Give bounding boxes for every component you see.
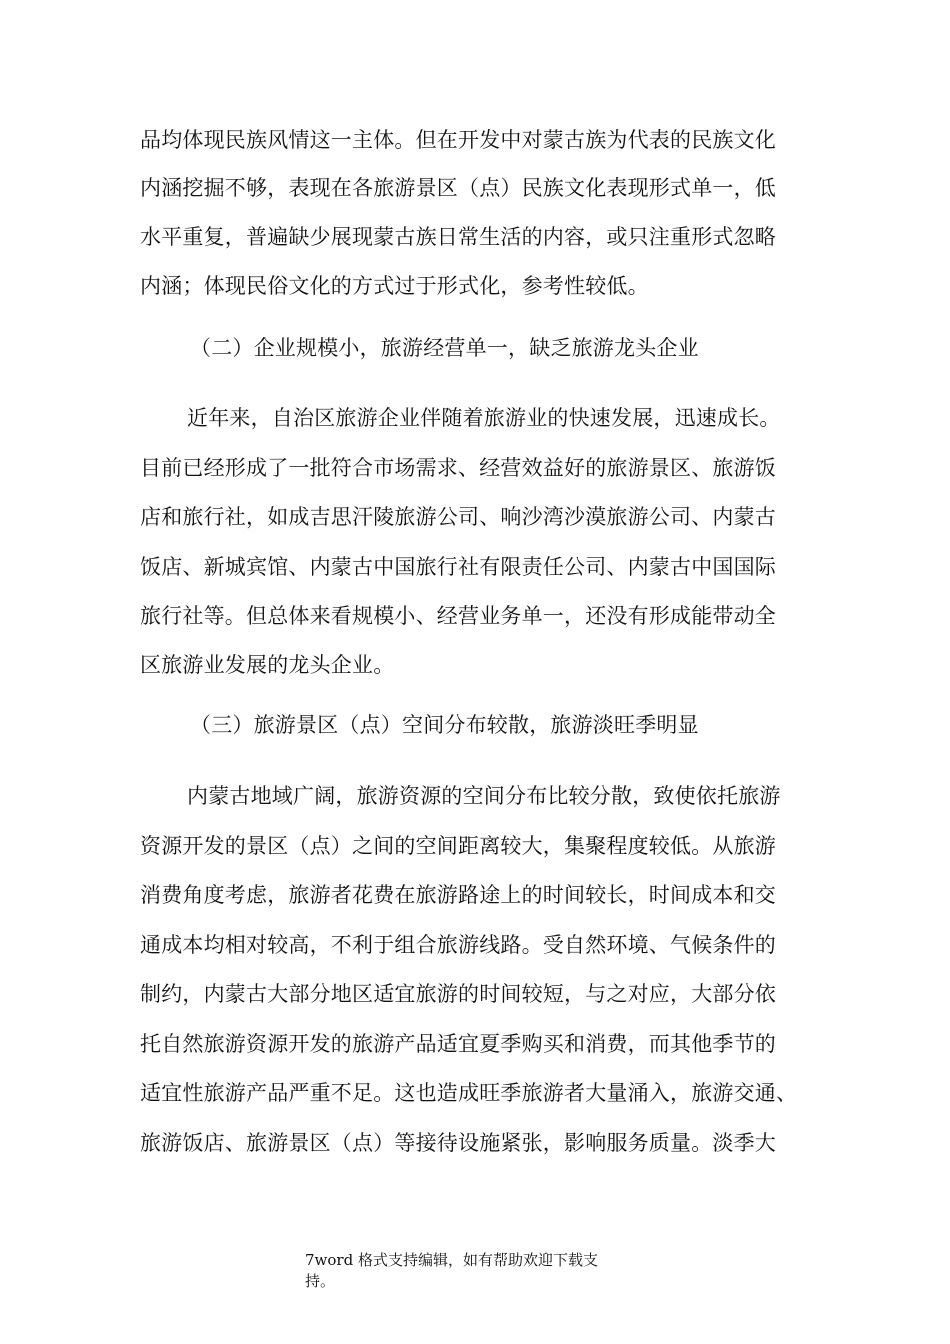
para2-line5: 旅行社等。但总体来看规模小、经营业务单一，还没有形成能带动全: [140, 604, 776, 628]
footer-line1: 7word 格式支持编辑，如有帮助欢迎下载支: [305, 1251, 598, 1269]
section-heading-3: （三）旅游景区（点）空间分布较散，旅游淡旺季明显: [190, 713, 699, 737]
para2-line3: 店和旅行社，如成吉思汗陵旅游公司、响沙湾沙漠旅游公司、内蒙古: [140, 505, 776, 529]
para3-line3: 消费角度考虑，旅游者花费在旅游路途上的时间较长，时间成本和交: [140, 883, 776, 907]
para3-line8: 旅游饭店、旅游景区（点）等接待设施紧张，影响服务质量。淡季大: [140, 1131, 776, 1155]
para1-line2: 内涵挖掘不够，表现在各旅游景区（点）民族文化表现形式单一，低: [140, 176, 776, 200]
para2-line2: 目前已经形成了一批符合市场需求、经营效益好的旅游景区、旅游饭: [140, 456, 776, 480]
para3-line6: 托自然旅游资源开发的旅游产品适宜夏季购买和消费，而其他季节的: [140, 1032, 776, 1056]
para1-line4: 内涵；体现民俗文化的方式过于形式化，参考性较低。: [140, 274, 649, 298]
para2-line1: 近年来，自治区旅游企业伴随着旅游业的快速发展，迅速成长。: [187, 406, 781, 430]
para3-line5: 制约，内蒙古大部分地区适宜旅游的时间较短，与之对应，大部分依: [140, 982, 776, 1006]
para3-line1: 内蒙古地域广阔，旅游资源的空间分布比较分散，致使依托旅游: [187, 784, 781, 808]
footer-line2: 持。: [305, 1272, 336, 1290]
para1-line1: 品均体现民族风情这一主体。但在开发中对蒙古族为代表的民族文化: [140, 128, 776, 152]
para2-line4: 饭店、新城宾馆、内蒙古中国旅行社有限责任公司、内蒙古中国国际: [140, 555, 776, 579]
para3-line4: 通成本均相对较高，不利于组合旅游线路。受自然环境、气候条件的: [140, 933, 776, 957]
para1-line3: 水平重复，普遍缺少展现蒙古族日常生活的内容，或只注重形式忽略: [140, 225, 776, 249]
para2-line6: 区旅游业发展的龙头企业。: [140, 653, 395, 677]
para3-line2: 资源开发的景区（点）之间的空间距离较大，集聚程度较低。从旅游: [140, 834, 776, 858]
page-footer: [305, 1250, 645, 1292]
para3-line7: 适宜性旅游产品严重不足。这也造成旺季旅游者大量涌入，旅游交通、: [140, 1081, 798, 1105]
section-heading-2: （二）企业规模小，旅游经营单一，缺乏旅游龙头企业: [190, 336, 699, 360]
